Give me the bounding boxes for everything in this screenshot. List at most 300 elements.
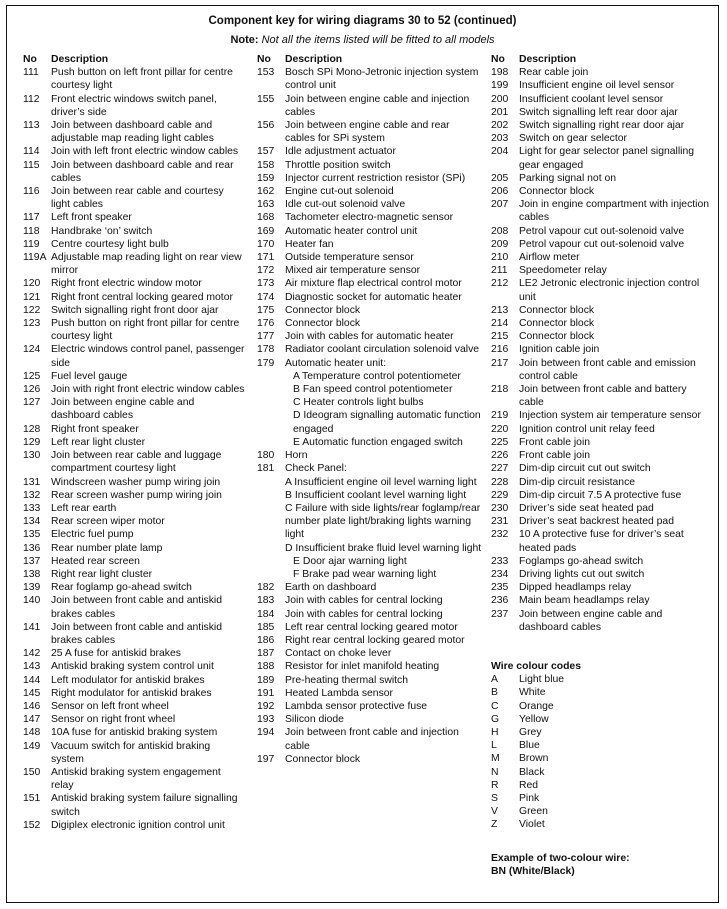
component-number	[257, 396, 285, 409]
component-number: 119A	[23, 252, 47, 264]
component-number: 179	[257, 357, 275, 369]
key-row	[23, 726, 245, 739]
key-row	[491, 608, 713, 634]
key-row	[257, 647, 482, 660]
wire-code-colour: Green	[519, 806, 548, 818]
key-row	[257, 753, 482, 766]
wire-code-colour: Orange	[519, 700, 554, 712]
component-description: Injector current restriction resistor (SPi)	[285, 172, 466, 184]
component-description: 10A fuse for antiskid braking system	[51, 727, 218, 739]
key-row	[257, 211, 482, 224]
key-row	[23, 449, 245, 475]
component-number: 192	[257, 700, 275, 712]
key-row	[257, 634, 482, 647]
component-number: 215	[491, 331, 509, 343]
key-row	[257, 409, 482, 435]
wire-code-colour: Brown	[519, 753, 549, 765]
wire-code-row	[491, 818, 713, 831]
component-number: 197	[257, 753, 275, 765]
key-row	[491, 568, 713, 581]
key-row	[23, 515, 245, 528]
component-description: Foglamps go-ahead switch	[519, 555, 644, 567]
component-description: Right rear central locking geared motor	[285, 634, 465, 646]
key-column-2	[257, 53, 482, 766]
component-description: 25 A fuse for antiskid brakes	[51, 648, 181, 660]
component-number: 138	[23, 568, 41, 580]
component-description: Join with cables for automatic heater	[285, 331, 454, 343]
component-description: Heated rear screen	[51, 555, 140, 567]
component-number: 233	[491, 555, 509, 567]
key-row	[23, 423, 245, 436]
component-number: 213	[491, 304, 509, 316]
two-colour-example	[491, 852, 713, 878]
wire-code-letter: A	[491, 674, 498, 686]
component-description: Idle adjustment actuator	[285, 146, 396, 158]
key-row	[23, 766, 245, 792]
component-number: 157	[257, 146, 275, 158]
component-description: Rear cable join	[519, 67, 589, 79]
component-number: 232	[491, 529, 509, 541]
component-number	[257, 383, 285, 396]
component-number: 188	[257, 661, 275, 673]
key-row	[491, 145, 713, 171]
key-row	[23, 238, 245, 251]
key-row	[257, 370, 482, 383]
component-description: Ignition control unit relay feed	[519, 423, 655, 435]
component-description: Join between engine cable and rear cables for SPi system	[285, 120, 450, 145]
key-row	[257, 145, 482, 158]
component-description: Join between front cable and antiskid brakes cables	[51, 595, 222, 620]
key-row	[257, 476, 482, 489]
component-number: 117	[23, 212, 40, 224]
key-row	[23, 476, 245, 489]
wire-code-letter: R	[491, 779, 499, 791]
component-number: 153	[257, 67, 275, 79]
key-row	[491, 462, 713, 475]
key-row	[491, 515, 713, 528]
component-description: Outside temperature sensor	[285, 252, 414, 264]
key-row	[257, 304, 482, 317]
wire-colour-codes-title: Wire colour codes	[491, 660, 581, 672]
component-number: 173	[257, 278, 275, 290]
component-number: 159	[257, 172, 275, 184]
wire-code-colour: Light blue	[519, 674, 565, 686]
wire-code-colour: Blue	[519, 740, 540, 752]
component-number: 186	[257, 634, 275, 646]
key-column-3	[491, 53, 713, 878]
key-row	[491, 383, 713, 409]
description-header: Description	[51, 54, 109, 65]
component-number: 208	[491, 225, 509, 237]
component-description: Right front electric window motor	[51, 278, 202, 290]
component-description: Petrol vapour cut out-solenoid valve	[519, 238, 685, 250]
key-row	[23, 555, 245, 568]
component-number: 124	[23, 344, 41, 356]
component-number: 172	[257, 265, 275, 277]
key-row	[257, 700, 482, 713]
component-description: Rear screen wiper motor	[51, 516, 165, 528]
key-row	[257, 172, 482, 185]
column-header	[23, 53, 245, 66]
component-description: A Insufficient engine oil level warning light	[285, 476, 477, 488]
wire-code-row	[491, 700, 713, 713]
component-number: 139	[23, 582, 41, 594]
key-row	[23, 502, 245, 515]
key-row	[491, 409, 713, 422]
key-row	[23, 819, 245, 832]
component-description: Insufficient engine oil level sensor	[519, 80, 675, 92]
component-description: Airflow meter	[519, 252, 580, 264]
component-description: Left rear earth	[51, 502, 117, 514]
key-row	[23, 621, 245, 647]
key-row	[23, 568, 245, 581]
key-row	[491, 172, 713, 185]
key-row	[23, 396, 245, 422]
component-number: 122	[23, 304, 41, 316]
component-number: 234	[491, 568, 509, 580]
key-row	[491, 476, 713, 489]
description-header: Description	[285, 54, 343, 65]
component-description: Push button on right front pillar for centre courtesy light	[51, 318, 240, 343]
component-number: 149	[23, 740, 41, 752]
component-description: Contact on choke lever	[285, 648, 392, 660]
wire-code-letter: H	[491, 726, 499, 738]
component-description: Right rear light cluster	[51, 568, 153, 580]
component-number: 127	[23, 397, 41, 409]
key-row	[23, 740, 245, 766]
component-number: 151	[23, 793, 41, 805]
component-number	[257, 542, 285, 555]
key-row	[491, 251, 713, 264]
component-number: 141	[23, 621, 41, 633]
component-description: Dim-dip circuit 7.5 A protective fuse	[519, 489, 682, 501]
key-row	[23, 674, 245, 687]
key-row	[23, 660, 245, 673]
component-description: Throttle position switch	[285, 159, 391, 171]
component-number: 209	[491, 238, 509, 250]
component-description: Join with right front electric window cables	[51, 384, 245, 396]
key-row	[23, 304, 245, 317]
component-description: Connector block	[285, 318, 361, 330]
wire-code-colour: Violet	[519, 819, 545, 831]
component-description: Left rear light cluster	[51, 436, 146, 448]
key-row	[23, 370, 245, 383]
component-number: 185	[257, 621, 275, 633]
key-row	[491, 106, 713, 119]
key-row	[23, 581, 245, 594]
key-row	[491, 304, 713, 317]
wire-code-colour: Grey	[519, 726, 542, 738]
key-row	[491, 277, 713, 303]
component-description: Switch signalling right front door ajar	[51, 304, 219, 316]
key-row	[257, 93, 482, 119]
component-description: Left rear central locking geared motor	[285, 621, 458, 633]
component-number: 130	[23, 450, 41, 462]
component-number: 111	[23, 67, 39, 79]
component-number	[257, 409, 285, 435]
component-description: Join between engine cable and dashboard cables	[519, 608, 663, 633]
component-number: 170	[257, 238, 275, 250]
component-description: Connector block	[519, 186, 595, 198]
component-number	[257, 370, 285, 383]
key-row	[491, 185, 713, 198]
key-row	[257, 357, 482, 370]
component-description: Bosch SPi Mono-Jetronic injection system control unit	[285, 67, 479, 92]
wire-code-letter: Z	[491, 819, 498, 831]
component-description: Air mixture flap electrical control motor	[285, 278, 462, 290]
component-description: 10 A protective fuse for driver’s seat heated pads	[519, 529, 684, 554]
component-description: Join between dashboard cable and rear cables	[51, 159, 234, 184]
key-row	[257, 277, 482, 290]
wire-code-letter: C	[491, 700, 499, 712]
key-row	[257, 687, 482, 700]
wire-code-letter: V	[491, 806, 498, 818]
key-row	[23, 93, 245, 119]
key-row	[257, 660, 482, 673]
component-description: Connector block	[285, 304, 361, 316]
component-number: 137	[23, 555, 41, 567]
key-row	[491, 502, 713, 515]
example-value: BN (White/Black)	[491, 865, 575, 877]
key-row	[257, 674, 482, 687]
component-description: Sensor on left front wheel	[51, 700, 169, 712]
key-row	[257, 449, 482, 462]
component-description: Horn	[285, 450, 308, 462]
note-label: Note:	[230, 34, 259, 46]
key-row	[257, 396, 482, 409]
key-row	[491, 264, 713, 277]
component-description: Push button on left front pillar for centre courtesy light	[51, 67, 233, 92]
wire-code-colour: Yellow	[519, 713, 549, 725]
component-number: 194	[257, 727, 275, 739]
component-description: Check Panel:	[285, 463, 347, 475]
component-number: 193	[257, 714, 275, 726]
component-number: 120	[23, 278, 41, 290]
key-row	[23, 225, 245, 238]
key-row	[23, 489, 245, 502]
key-row	[257, 713, 482, 726]
component-number: 128	[23, 423, 41, 435]
wire-code-row	[491, 766, 713, 779]
component-number: 113	[23, 120, 40, 132]
component-description: Automatic heater control unit	[285, 225, 418, 237]
key-row	[257, 383, 482, 396]
component-description: Switch signalling right rear door ajar	[519, 120, 685, 132]
key-row	[257, 198, 482, 211]
key-row	[257, 291, 482, 304]
component-number: 174	[257, 291, 275, 303]
component-number: 121	[23, 291, 41, 303]
component-description: Antiskid braking system failure signalling switch	[51, 793, 238, 818]
key-row	[23, 528, 245, 541]
key-row	[491, 330, 713, 343]
component-description: Driver’s seat backrest heated pad	[519, 516, 674, 528]
key-row	[491, 423, 713, 436]
component-description: Connector block	[519, 331, 595, 343]
key-row	[23, 211, 245, 224]
wire-code-row	[491, 686, 713, 699]
component-number: 218	[491, 384, 509, 396]
key-row	[491, 528, 713, 554]
component-description: Radiator coolant circulation solenoid valve	[285, 344, 480, 356]
description-header: Description	[519, 54, 577, 65]
key-row	[23, 792, 245, 818]
key-row	[491, 198, 713, 224]
key-row	[257, 608, 482, 621]
component-description: Right modulator for antiskid brakes	[51, 687, 212, 699]
component-description: Engine cut-out solenoid	[285, 186, 394, 198]
key-row	[257, 502, 482, 542]
component-description: A Temperature control potentiometer	[293, 370, 461, 382]
component-description: Switch on gear selector	[519, 133, 628, 145]
key-row	[491, 343, 713, 356]
component-description: LE2 Jetronic electronic injection control unit	[519, 278, 700, 303]
component-description: Resistor for inlet manifold heating	[285, 661, 440, 673]
component-description: Antiskid braking system engagement relay	[51, 766, 221, 792]
component-description: Rear screen washer pump wiring join	[51, 489, 222, 501]
component-number: 156	[257, 120, 275, 132]
key-row	[257, 568, 482, 581]
component-description: Dipped headlamps relay	[519, 582, 632, 594]
wire-code-row	[491, 752, 713, 765]
component-number: 134	[23, 516, 41, 528]
component-number: 217	[491, 357, 509, 369]
key-row	[257, 489, 482, 502]
component-number: 118	[23, 225, 40, 237]
key-row	[491, 436, 713, 449]
component-description: F Brake pad wear warning light	[293, 568, 437, 580]
component-description: Join between front cable and battery cable	[519, 384, 687, 409]
component-number: 202	[491, 120, 509, 132]
component-description: Mixed air temperature sensor	[285, 265, 421, 277]
component-number: 129	[23, 436, 41, 448]
key-row	[257, 66, 482, 92]
component-description: Front electric windows switch panel, driver’s side	[51, 93, 217, 118]
component-number: 237	[491, 608, 509, 620]
component-number: 204	[491, 146, 509, 158]
component-number: 136	[23, 542, 41, 554]
component-number: 191	[257, 687, 275, 699]
component-description: Insufficient coolant level sensor	[519, 93, 664, 105]
component-description: C Failure with side lights/rear foglamp/rear number plate light/braking lights warning light	[285, 502, 481, 541]
component-description: Join between front cable and emission control cable	[519, 357, 696, 382]
component-description: Parking signal not on	[519, 172, 617, 184]
component-number: 169	[257, 225, 275, 237]
component-description: Ignition cable join	[519, 344, 600, 356]
component-description: Connector block	[519, 318, 595, 330]
wire-code-row	[491, 673, 713, 686]
key-row	[257, 185, 482, 198]
component-number: 177	[257, 331, 275, 343]
component-description: Join between engine cable and dashboard cables	[51, 397, 195, 422]
component-description: C Heater controls light bulbs	[293, 397, 424, 409]
component-number: 231	[491, 516, 509, 528]
key-row	[23, 159, 245, 185]
component-description: Electric fuel pump	[51, 529, 134, 541]
component-description: D Insufficient brake fluid level warning light	[285, 542, 482, 554]
key-row	[491, 225, 713, 238]
component-number	[257, 476, 285, 489]
key-row	[491, 238, 713, 251]
component-description: Join with cables for central locking	[285, 595, 443, 607]
component-description: Driver’s side seat heated pad	[519, 502, 654, 514]
key-row	[23, 594, 245, 620]
component-description: Main beam headlamps relay	[519, 595, 650, 607]
component-number: 228	[491, 476, 509, 488]
wire-code-row	[491, 713, 713, 726]
component-description: Injection system air temperature sensor	[519, 410, 701, 422]
example-title: Example of two-colour wire:	[491, 852, 630, 864]
component-number: 140	[23, 595, 41, 607]
wire-colour-codes-list	[491, 673, 713, 831]
component-number: 220	[491, 423, 509, 435]
key-row	[491, 594, 713, 607]
key-row	[257, 594, 482, 607]
component-number: 235	[491, 582, 509, 594]
component-number: 150	[23, 766, 41, 778]
key-row	[257, 621, 482, 634]
key-row	[257, 330, 482, 343]
wire-code-letter: L	[491, 740, 497, 752]
component-description: Idle cut-out solenoid valve	[285, 199, 406, 211]
component-description: B Insufficient coolant level warning light	[285, 489, 467, 501]
component-number	[257, 489, 285, 502]
page-title: Component key for wiring diagrams 30 to 52 (continued)	[208, 15, 517, 27]
key-row	[491, 555, 713, 568]
key-row	[23, 317, 245, 343]
key-row	[23, 66, 245, 92]
component-description: Speedometer relay	[519, 265, 607, 277]
wire-code-letter: M	[491, 753, 500, 765]
component-number: 168	[257, 212, 275, 224]
component-number: 176	[257, 318, 275, 330]
component-number: 227	[491, 463, 509, 475]
component-number: 163	[257, 199, 275, 211]
component-description: Heater fan	[285, 238, 334, 250]
component-number: 183	[257, 595, 275, 607]
component-number: 182	[257, 582, 275, 594]
component-description: Petrol vapour cut out-solenoid valve	[519, 225, 685, 237]
key-row	[257, 119, 482, 145]
component-number: 198	[491, 67, 509, 79]
wire-code-letter: S	[491, 792, 498, 804]
component-number: 230	[491, 502, 509, 514]
component-number: 187	[257, 648, 275, 660]
component-number: 236	[491, 595, 509, 607]
key-row	[257, 317, 482, 330]
no-header: No	[23, 54, 37, 65]
component-number: 162	[257, 186, 275, 198]
component-number: 147	[23, 714, 41, 726]
key-row	[23, 713, 245, 726]
component-number: 171	[257, 252, 275, 264]
component-number: 211	[491, 265, 508, 277]
component-number: 125	[23, 370, 41, 382]
wire-code-row	[491, 739, 713, 752]
key-row	[23, 383, 245, 396]
component-description: Tachometer electro-magnetic sensor	[285, 212, 454, 224]
key-row	[491, 132, 713, 145]
component-description: Right front speaker	[51, 423, 139, 435]
note-line	[7, 34, 718, 46]
component-description: Dim-dip circuit cut out switch	[519, 463, 651, 475]
component-description: Connector block	[519, 304, 595, 316]
key-row	[23, 145, 245, 158]
component-description: Rear foglamp go-ahead switch	[51, 582, 192, 594]
component-number: 216	[491, 344, 509, 356]
key-row	[23, 185, 245, 211]
component-number: 184	[257, 608, 275, 620]
